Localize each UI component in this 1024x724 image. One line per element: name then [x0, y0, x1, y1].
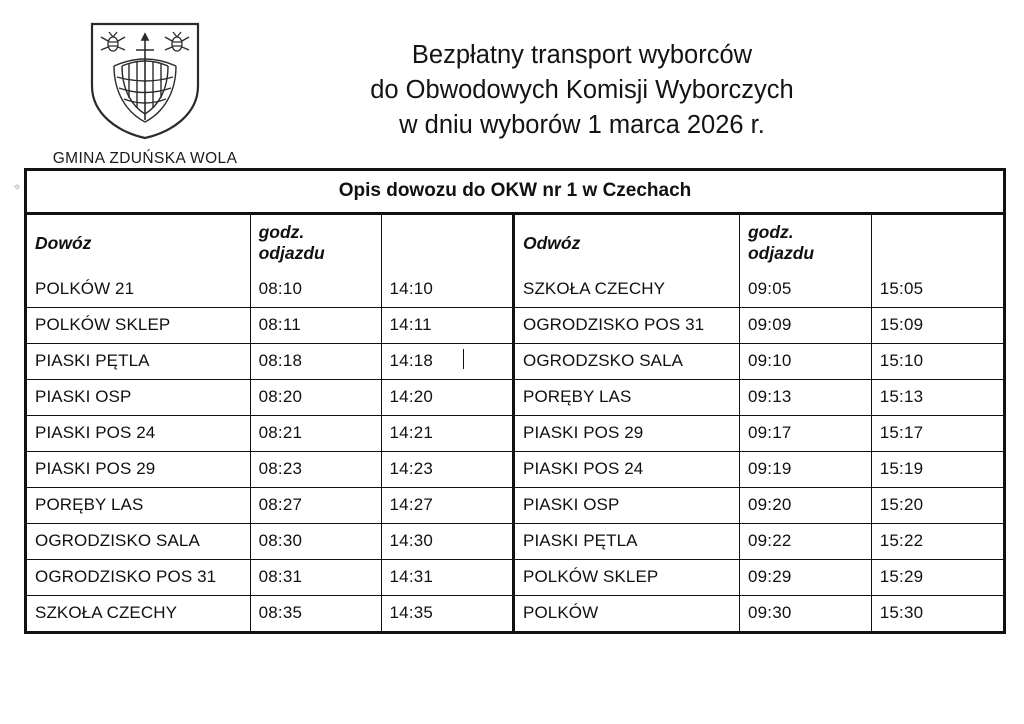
cell-stop-name: POLKÓW 21: [27, 272, 250, 308]
table-row: [27, 560, 512, 596]
cell-time-morning: 09:30: [739, 596, 871, 632]
cell-time-morning: 08:27: [250, 488, 381, 524]
cell-stop-name: POLKÓW SKLEP: [515, 560, 739, 596]
cell-stop-name: OGRODZSKO SALA: [515, 344, 739, 380]
column-header-stop: Odwóz: [515, 215, 739, 272]
cell-time-afternoon: 14:31: [381, 560, 512, 596]
cell-time-morning: 08:21: [250, 416, 381, 452]
table-row: [27, 308, 512, 344]
registration-mark-icon: ⌖: [13, 179, 21, 194]
column-header-stop: Dowóz: [27, 215, 250, 272]
table-header-row: [27, 215, 512, 272]
table-row: [515, 272, 1003, 308]
cell-time-afternoon: 14:30: [381, 524, 512, 560]
cell-time-afternoon: 15:13: [871, 380, 1003, 416]
cell-stop-name: PIASKI POS 29: [515, 416, 739, 452]
table-header-row: [515, 215, 1003, 272]
crest-caption: GMINA ZDUŃSKA WOLA: [52, 150, 238, 167]
table-row: [27, 416, 512, 452]
cell-stop-name: PORĘBY LAS: [515, 380, 739, 416]
cell-stop-name: POLKÓW: [515, 596, 739, 632]
cell-stop-name: OGRODZISKO SALA: [27, 524, 250, 560]
table-row: [515, 416, 1003, 452]
cell-time-afternoon: 15:30: [871, 596, 1003, 632]
cell-time-afternoon: 14:10: [381, 272, 512, 308]
panel-odwoz: [515, 215, 1003, 631]
table-row: [515, 488, 1003, 524]
table-row: [515, 344, 1003, 380]
cell-time-morning: 08:11: [250, 308, 381, 344]
cell-stop-name: PIASKI POS 24: [515, 452, 739, 488]
cell-stop-name: OGRODZISKO POS 31: [515, 308, 739, 344]
cell-time-afternoon: 14:20: [381, 380, 512, 416]
schedule-table-title: Opis dowozu do OKW nr 1 w Czechach: [27, 171, 1003, 215]
panel-dowoz: [27, 215, 515, 631]
cell-stop-name: SZKOŁA CZECHY: [515, 272, 739, 308]
cell-time-afternoon: 14:11: [381, 308, 512, 344]
cell-stop-name: POLKÓW SKLEP: [27, 308, 250, 344]
title-line-2: do Obwodowych Komisji Wyborczych: [370, 76, 794, 105]
cell-time-morning: 09:05: [739, 272, 871, 308]
cell-time-afternoon: 15:05: [871, 272, 1003, 308]
schedule-panels: [27, 215, 1003, 631]
cell-time-morning: 09:20: [739, 488, 871, 524]
cell-stop-name: PIASKI PĘTLA: [515, 524, 739, 560]
cell-stop-name: PORĘBY LAS: [27, 488, 250, 524]
cell-stop-name: PIASKI POS 29: [27, 452, 250, 488]
cell-time-afternoon: 15:17: [871, 416, 1003, 452]
table-row: [27, 380, 512, 416]
table-row: [27, 524, 512, 560]
table-row: [27, 272, 512, 308]
cell-time-morning: 09:29: [739, 560, 871, 596]
table-row: [27, 452, 512, 488]
table-row: [515, 596, 1003, 632]
table-dowoz: [27, 215, 512, 631]
table-row: [27, 596, 512, 632]
page-title: [290, 14, 1024, 144]
coat-of-arms-icon: [86, 20, 204, 142]
table-row: [27, 344, 512, 380]
cell-time-morning: 08:20: [250, 380, 381, 416]
cell-time-afternoon: 15:10: [871, 344, 1003, 380]
cell-stop-name: PIASKI OSP: [27, 380, 250, 416]
table-row: [515, 308, 1003, 344]
cell-time-morning: 08:23: [250, 452, 381, 488]
cell-stop-name: PIASKI OSP: [515, 488, 739, 524]
cell-time-morning: 08:35: [250, 596, 381, 632]
cell-time-morning: 08:18: [250, 344, 381, 380]
cell-time-afternoon: 14:35: [381, 596, 512, 632]
cell-time-morning: 09:17: [739, 416, 871, 452]
cell-time-morning: 09:13: [739, 380, 871, 416]
table-row: [515, 560, 1003, 596]
document-header: [0, 0, 1024, 167]
cell-time-morning: 09:19: [739, 452, 871, 488]
cell-time-afternoon: 14:21: [381, 416, 512, 452]
cell-time-morning: 09:22: [739, 524, 871, 560]
cell-stop-name: PIASKI POS 24: [27, 416, 250, 452]
cell-time-morning: 09:10: [739, 344, 871, 380]
cell-time-afternoon: 15:22: [871, 524, 1003, 560]
column-header-departure-2: [871, 215, 1003, 272]
cell-time-morning: 08:30: [250, 524, 381, 560]
cell-time-morning: 08:31: [250, 560, 381, 596]
cell-time-afternoon: 15:19: [871, 452, 1003, 488]
column-header-departure: godz. odjazdu: [739, 215, 871, 272]
title-line-1: Bezpłatny transport wyborców: [411, 41, 753, 69]
cell-time-afternoon: 14:23: [381, 452, 512, 488]
cell-time-afternoon: 15:29: [871, 560, 1003, 596]
table-row: [515, 380, 1003, 416]
cell-stop-name: SZKOŁA CZECHY: [27, 596, 250, 632]
table-row: [27, 488, 512, 524]
cell-stop-name: PIASKI PĘTLA: [27, 344, 250, 380]
crest-block: [0, 14, 290, 168]
column-header-departure-2: [381, 215, 512, 272]
cell-stop-name: OGRODZISKO POS 31: [27, 560, 250, 596]
cell-time-afternoon: 14:27: [381, 488, 512, 524]
cell-time-afternoon: 15:20: [871, 488, 1003, 524]
cell-time-afternoon: 15:09: [871, 308, 1003, 344]
cell-time-morning: 09:09: [739, 308, 871, 344]
schedule-table: [24, 168, 1006, 634]
cell-time-afternoon: 14:18: [381, 344, 512, 380]
table-row: [515, 524, 1003, 560]
column-header-departure: godz. odjazdu: [250, 215, 381, 272]
table-row: [515, 452, 1003, 488]
title-line-3: w dniu wyborów 1 marca 2026 r.: [399, 111, 765, 140]
cell-time-morning: 08:10: [250, 272, 381, 308]
table-odwoz: [515, 215, 1003, 631]
